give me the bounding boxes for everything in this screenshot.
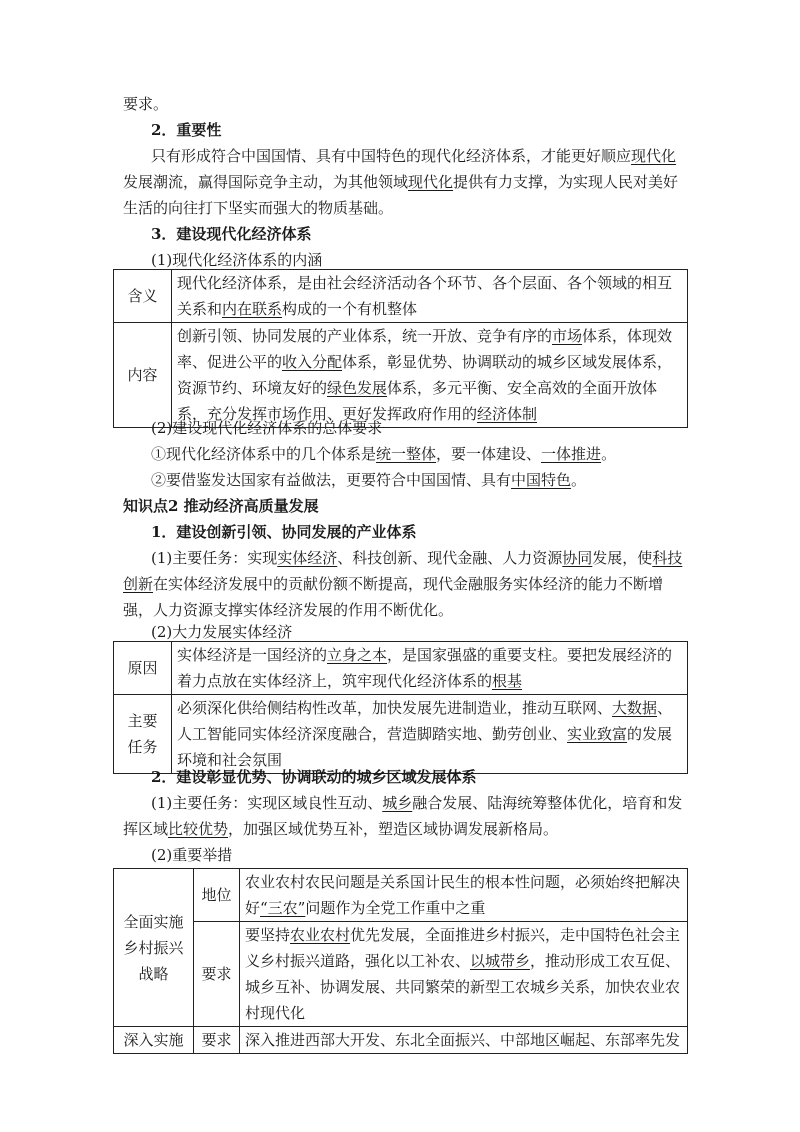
row-key-main-tasks: 主要 任务 [114,695,172,774]
intro-line: 要求。 [123,95,169,113]
row-value-status: 农业农村农民问题是关系国计民生的根本性问题，必须始终把解决好“三农”问题作为全党工作重中之重 [240,869,688,922]
requirement-item-2: ②要借鉴发达国家有益做法，更要符合中国国情、具有中国特色。 [151,471,587,489]
group-in-depth-implementation: 深入实施 [114,1027,194,1054]
heading-urban-rural-system: 2．建设彰显优势、协调联动的城乡区域发展体系 [151,768,477,786]
heading-build-system: 3．建设现代化经济体系 [151,225,312,243]
row-key-requirement: 要求 [194,1027,240,1054]
heading-industry-system: 1．建设创新引领、协同发展的产业体系 [151,523,417,541]
table-row [114,695,688,774]
table-row [114,270,688,323]
connotation-table [113,269,688,428]
row-key-requirement: 要求 [194,922,240,1027]
subheading-requirements: (2)建设现代化经济体系的总体要求 [151,419,383,437]
subheading-connotation: (1)现代化经济体系的内涵 [151,251,323,269]
row-value-reason: 实体经济是一国经济的立身之本，是国家强盛的重要支柱。要把发展经济的着力点放在实体经济上，筑牢现代化经济体系的根基 [172,642,688,695]
row-key-meaning: 含义 [114,270,172,323]
knowledge-point-heading: 知识点2 推动经济高质量发展 [123,497,319,515]
group-rural-revitalization: 全面实施 乡村振兴 战略 [114,869,194,1027]
table-row [114,869,688,922]
row-value-main-tasks: 必须深化供给侧结构性改革，加快发展先进制造业，推动互联网、大数据、人工智能同实体经济深度融合，营造脚踏实地、勤劳创业、实业致富的发展环境和社会氛围 [172,695,688,774]
table-row [114,323,688,428]
table-row [114,642,688,695]
real-economy-table [113,641,688,774]
urban-rural-task-paragraph: (1)主要任务：实现区域良性互动、城乡融合发展、陆海统筹整体优化，培育和发挥区域比较优势，加强区域优势互补，塑造区域协调发展新格局。 [123,794,683,838]
row-key-status: 地位 [194,869,240,922]
requirement-item-1: ①现代化经济体系中的几个体系是统一整体，要一体建设、一体推进。 [151,445,617,463]
industry-task-paragraph: (1)主要任务：实现实体经济、科技创新、现代金融、人力资源协同发展，使科技创新在实体经济发展中的贡献份额不断提高，现代金融服务实体经济的能力不断增强，人力资源支撑实体经济发展的作用不断优化。 [123,549,683,619]
importance-paragraph: 只有形成符合中国国情、具有中国特色的现代化经济体系，才能更好顺应现代化发展潮流，赢得国际竞争主动，为其他领域现代化提供有力支撑，为实现人民对美好生活的向往打下坚实而强大的物质基础。 [123,147,679,217]
row-key-content: 内容 [114,323,172,428]
row-key-reason: 原因 [114,642,172,695]
row-value-meaning: 现代化经济体系，是由社会经济活动各个环节、各个层面、各个领域的相互关系和内在联系构成的一个有机整体 [172,270,688,323]
row-value-requirement: 要坚持农业农村优先发展，全面推进乡村振兴，走中国特色社会主义乡村振兴道路，强化以工补农、以城带乡，推动形成工农互促、城乡互补、协调发展、共同繁荣的新型工农城乡关系，加快农业农村现代化 [240,922,688,1027]
row-value-content: 创新引领、协同发展的产业体系，统一开放、竞争有序的市场体系，体现效率、促进公平的收入分配体系，彰显优势、协调联动的城乡区域发展体系，资源节约、环境友好的绿色发展体系，多元平衡、安全高效的全面开放体系，充分发挥市场作用、更好发挥政府作用的经济体制 [172,323,688,428]
row-value-regional: 深入推进西部大开发、东北全面振兴、中部地区崛起、东部率先发 [240,1027,688,1054]
table-row [114,922,688,1027]
subheading-real-economy: (2)大力发展实体经济 [151,623,293,641]
table-row [114,1027,688,1054]
measures-table [113,868,688,1054]
heading-importance: 2．重要性 [151,121,222,139]
subheading-measures: (2)重要举措 [151,846,233,864]
